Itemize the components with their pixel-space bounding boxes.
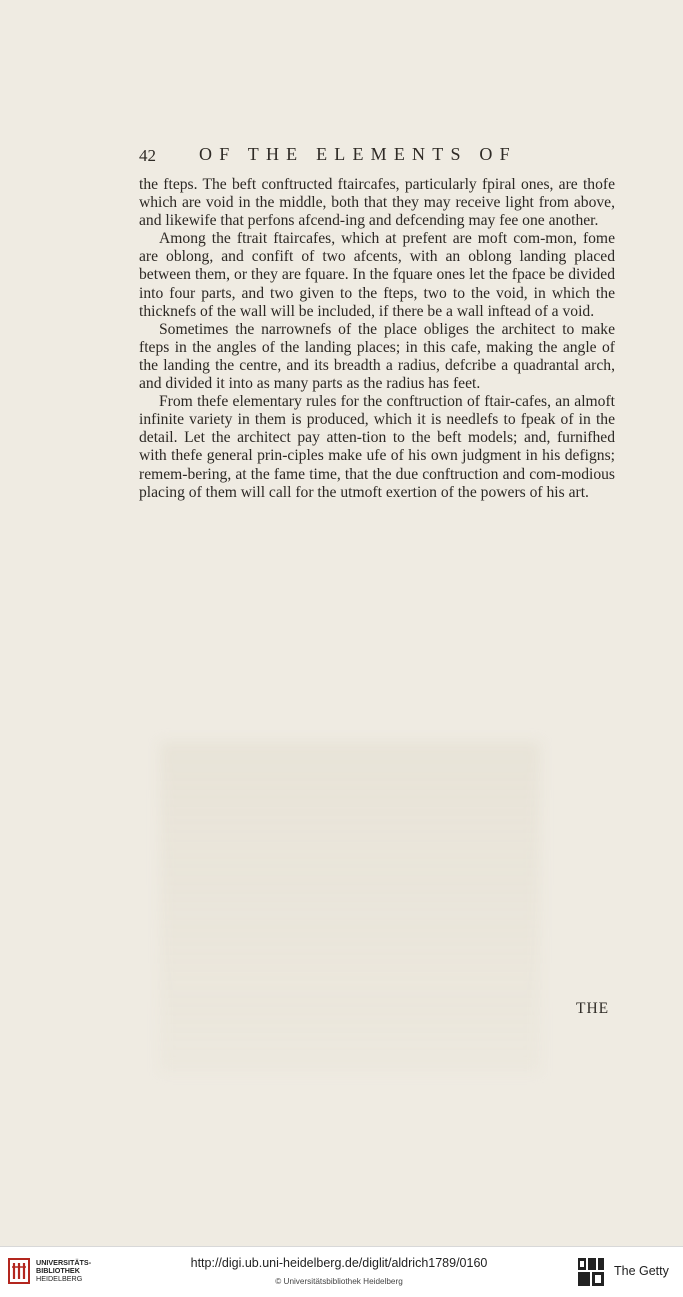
partner-name: The Getty [614,1264,669,1278]
viewer-footer [0,1246,683,1297]
library-name-line-3: HEIDELBERG [36,1274,83,1283]
catchword: THE [576,1000,610,1017]
library-name [36,1259,91,1283]
paragraph-narrow-places: Sometimes the narrownefs of the place obliges the architect to make fteps in the angles of the landing places; in this cafe, making the angle of the landing the centre, and its breadth a radius, defcribe a quadrantal arch, and divided it into as many parts as the radius has feet. [139,320,615,393]
running-head [139,144,609,172]
copyright-notice: © Universitätsbibliothek Heidelberg [275,1277,403,1286]
running-head-title: OF THE ELEMENTS OF [199,144,517,164]
library-name-line-2: BIBLIOTHEK [36,1266,80,1275]
page-number: 42 [139,146,156,165]
paragraph-strait-staircases: Among the ftrait ftaircafes, which at prefent are moft com-mon, fome are oblong, and confift of two afcents, with an oblong landing placed between them, or they are fquare. In the fquare ones let the fpace be divided into four parts, and two given to the fteps, two to the void, in which the thicknefs of the wall will be included, if there be a wall inftead of a void. [139,230,615,320]
university-library-logo-icon [8,1257,30,1285]
show-through-shadow [160,742,540,1072]
permalink-url[interactable]: http://digi.ub.uni-heidelberg.de/diglit/aldrich1789/0160 [190,1256,488,1270]
getty-logo-icon [577,1257,605,1287]
body-text [139,176,615,502]
library-name-line-1: UNIVERSITÄTS- [36,1258,92,1267]
paragraph-elementary-rules: From thefe elementary rules for the conftruction of ftair-cafes, an almoft infinite variety in them is produced, which it is needlefs to fpeak of in the detail. Let the architect pay atten-tion to the beft models; and, furnifhed with thefe general prin-ciples make ufe of his own judgment in his defigns; remem-bering, at the fame time, that the due conftruction and com-modious placing of them will call for the utmoft exertion of the powers of his art. [139,393,615,501]
paragraph-continuation: the fteps. The beft conftructed ftaircafes, particularly fpiral ones, are thofe which are void in the middle, both that they may receive light from above, and likewife that perfons afcend-ing and defcending may fee one another. [139,176,615,230]
